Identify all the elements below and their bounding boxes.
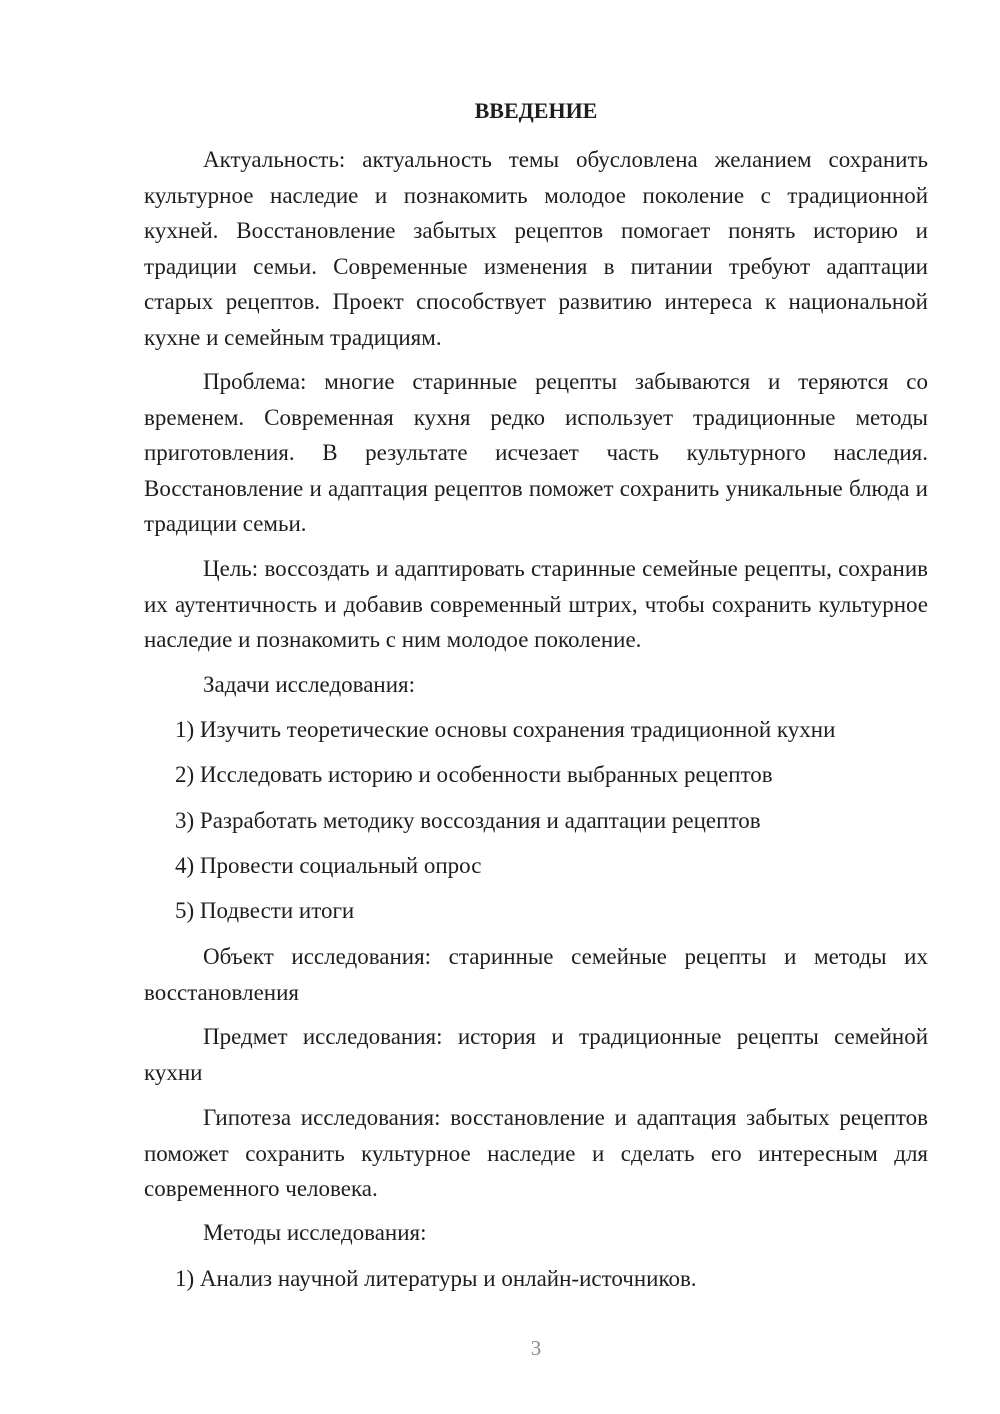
object-paragraph: Объект исследования: старинные семейные рецепты и методы их восстановления xyxy=(144,944,928,1005)
methods-heading: Методы исследования: xyxy=(203,1220,427,1245)
relevance-paragraph: Актуальность: актуальность темы обусловлена желанием сохранить культурное наследие и познакомить молодое поколение с традиционной кухней. Восстановление забытых рецептов помогает понять историю и традиции семьи. Современные изменения в питании требуют адаптации старых рецептов. Проект способствует развитию интереса к национальной кухне и семейным традициям. xyxy=(144,147,928,350)
page-title: ВВЕДЕНИЕ xyxy=(474,98,598,123)
subject-paragraph: Предмет исследования: история и традиционные рецепты семейной кухни xyxy=(144,1024,928,1085)
page-number: 3 xyxy=(530,1336,542,1360)
hypothesis-paragraph: Гипотеза исследования: восстановление и адаптация забытых рецептов поможет сохранить культурное наследие и сделать его интересным для современного человека. xyxy=(144,1105,928,1201)
goal-paragraph: Цель: воссоздать и адаптировать старинные семейные рецепты, сохранив их аутентичность и добавив современный штрих, чтобы сохранить культурное наследие и познакомить с ним молодое поколение. xyxy=(144,556,928,652)
task-item: 3) Разработать методику воссоздания и адаптации рецептов xyxy=(175,808,761,833)
task-item: 2) Исследовать историю и особенности выбранных рецептов xyxy=(175,762,773,787)
task-item: 1) Изучить теоретические основы сохранения традиционной кухни xyxy=(175,717,836,742)
task-item: 5) Подвести итоги xyxy=(175,898,355,923)
method-item: 1) Анализ научной литературы и онлайн-источников. xyxy=(175,1266,697,1291)
problem-paragraph: Проблема: многие старинные рецепты забываются и теряются со временем. Современная кухня редко использует традиционные методы приготовления. В результате исчезает часть культурного наследия. Восстановление и адаптация рецептов поможет сохранить уникальные блюда и традиции семьи. xyxy=(144,369,928,536)
tasks-heading: Задачи исследования: xyxy=(203,672,416,697)
task-item: 4) Провести социальный опрос xyxy=(175,853,482,878)
